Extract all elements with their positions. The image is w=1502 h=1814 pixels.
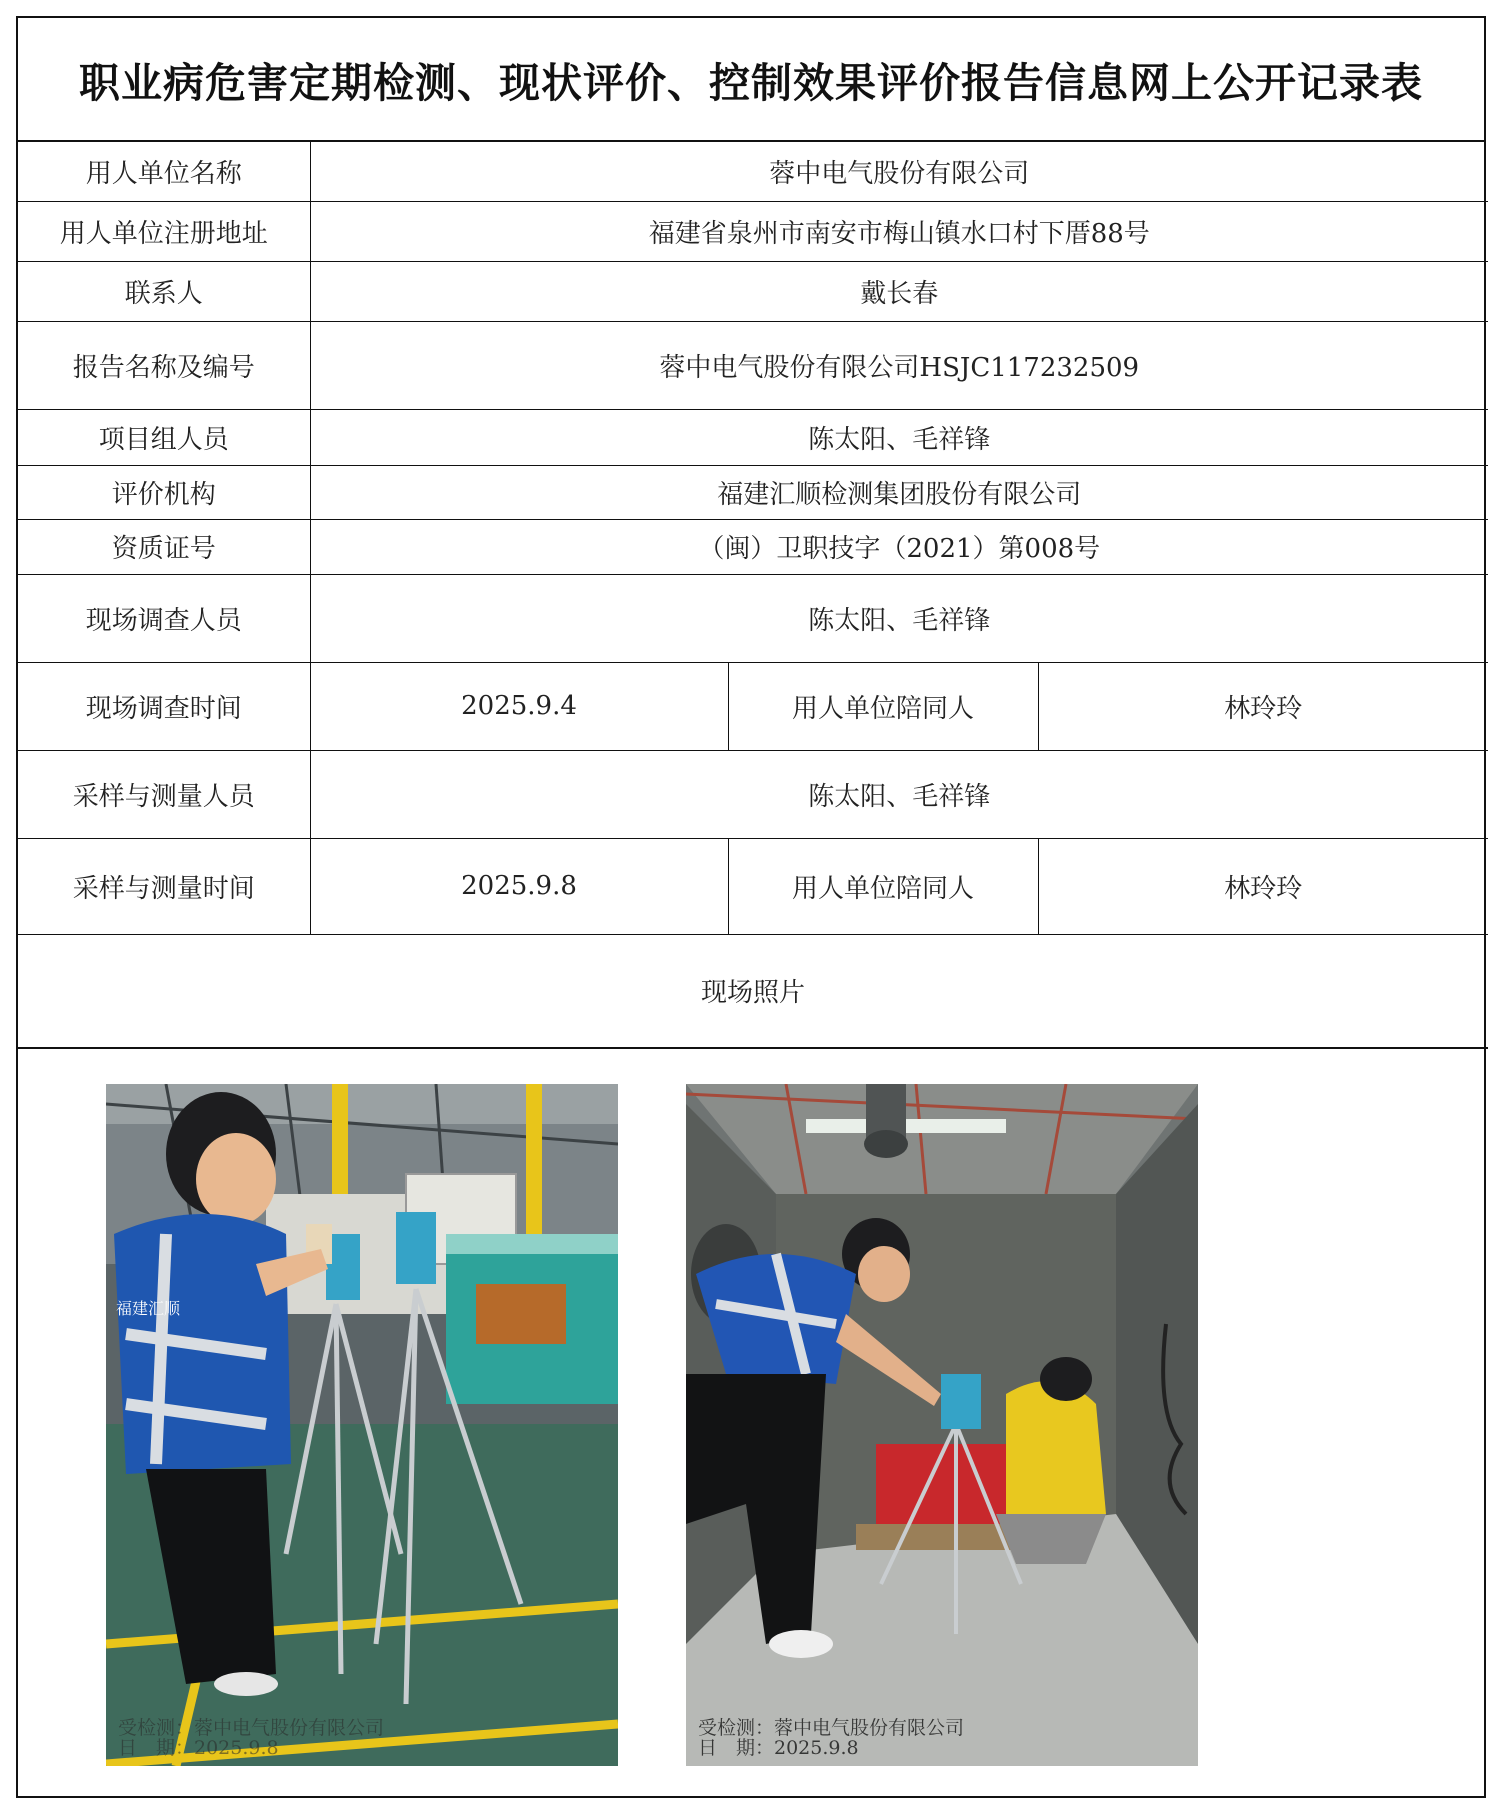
site-photo-2 — [686, 1084, 1198, 1766]
table-row — [18, 838, 1488, 934]
table-row — [18, 261, 1488, 321]
site-photo-1 — [106, 1084, 618, 1766]
agency-label: 评价机构 — [18, 465, 310, 519]
survey-companion-label: 用人单位陪同人 — [728, 662, 1038, 750]
photo-1-caption — [118, 1718, 384, 1758]
photos-area — [18, 1060, 1484, 1796]
employer-name-value: 蓉中电气股份有限公司 — [310, 142, 1488, 201]
site-photo-2-image — [686, 1084, 1198, 1766]
sampling-staff-label: 采样与测量人员 — [18, 750, 310, 838]
employer-address-value: 福建省泉州市南安市梅山镇水口村下厝88号 — [310, 201, 1488, 261]
contact-label: 联系人 — [18, 261, 310, 321]
contact-value: 戴长春 — [310, 261, 1488, 321]
survey-companion-value: 林玲玲 — [1038, 662, 1488, 750]
table-row — [18, 519, 1488, 574]
survey-staff-label: 现场调查人员 — [18, 574, 310, 662]
photo-2-caption-date: 日 期：2025.9.8 — [698, 1737, 859, 1759]
license-value: （闽）卫职技字（2021）第008号 — [310, 519, 1488, 574]
photo-2-caption-company: 受检测：蓉中电气股份有限公司 — [698, 1717, 965, 1739]
table-row — [18, 409, 1488, 465]
agency-value: 福建汇顺检测集团股份有限公司 — [310, 465, 1488, 519]
photo-1-caption-company: 受检测：蓉中电气股份有限公司 — [118, 1717, 385, 1739]
table-row — [18, 750, 1488, 838]
table-row — [18, 201, 1488, 261]
record-sheet — [16, 16, 1486, 1798]
table-row — [18, 465, 1488, 519]
site-photo-1-image — [106, 1084, 618, 1766]
table-row — [18, 142, 1488, 201]
sampling-staff-value: 陈太阳、毛祥锋 — [310, 750, 1488, 838]
employer-address-label: 用人单位注册地址 — [18, 201, 310, 261]
report-label: 报告名称及编号 — [18, 321, 310, 409]
table-row — [18, 662, 1488, 750]
project-team-value: 陈太阳、毛祥锋 — [310, 409, 1488, 465]
photo-1-caption-date: 日 期：2025.9.8 — [118, 1737, 279, 1759]
vest-logo-text: 福建汇顺 — [116, 1299, 181, 1318]
info-table — [18, 142, 1488, 1049]
report-value: 蓉中电气股份有限公司HSJC117232509 — [310, 321, 1488, 409]
survey-time-value: 2025.9.4 — [310, 662, 728, 750]
page-title: 职业病危害定期检测、现状评价、控制效果评价报告信息网上公开记录表 — [18, 18, 1484, 142]
sampling-companion-value: 林玲玲 — [1038, 838, 1488, 934]
project-team-label: 项目组人员 — [18, 409, 310, 465]
license-label: 资质证号 — [18, 519, 310, 574]
table-row — [18, 321, 1488, 409]
photo-2-caption — [698, 1718, 964, 1758]
survey-time-label: 现场调查时间 — [18, 662, 310, 750]
sampling-companion-label: 用人单位陪同人 — [728, 838, 1038, 934]
table-row — [18, 934, 1488, 1048]
employer-name-label: 用人单位名称 — [18, 142, 310, 201]
table-row — [18, 574, 1488, 662]
photos-label: 现场照片 — [18, 934, 1488, 1048]
sampling-time-value: 2025.9.8 — [310, 838, 728, 934]
survey-staff-value: 陈太阳、毛祥锋 — [310, 574, 1488, 662]
sampling-time-label: 采样与测量时间 — [18, 838, 310, 934]
